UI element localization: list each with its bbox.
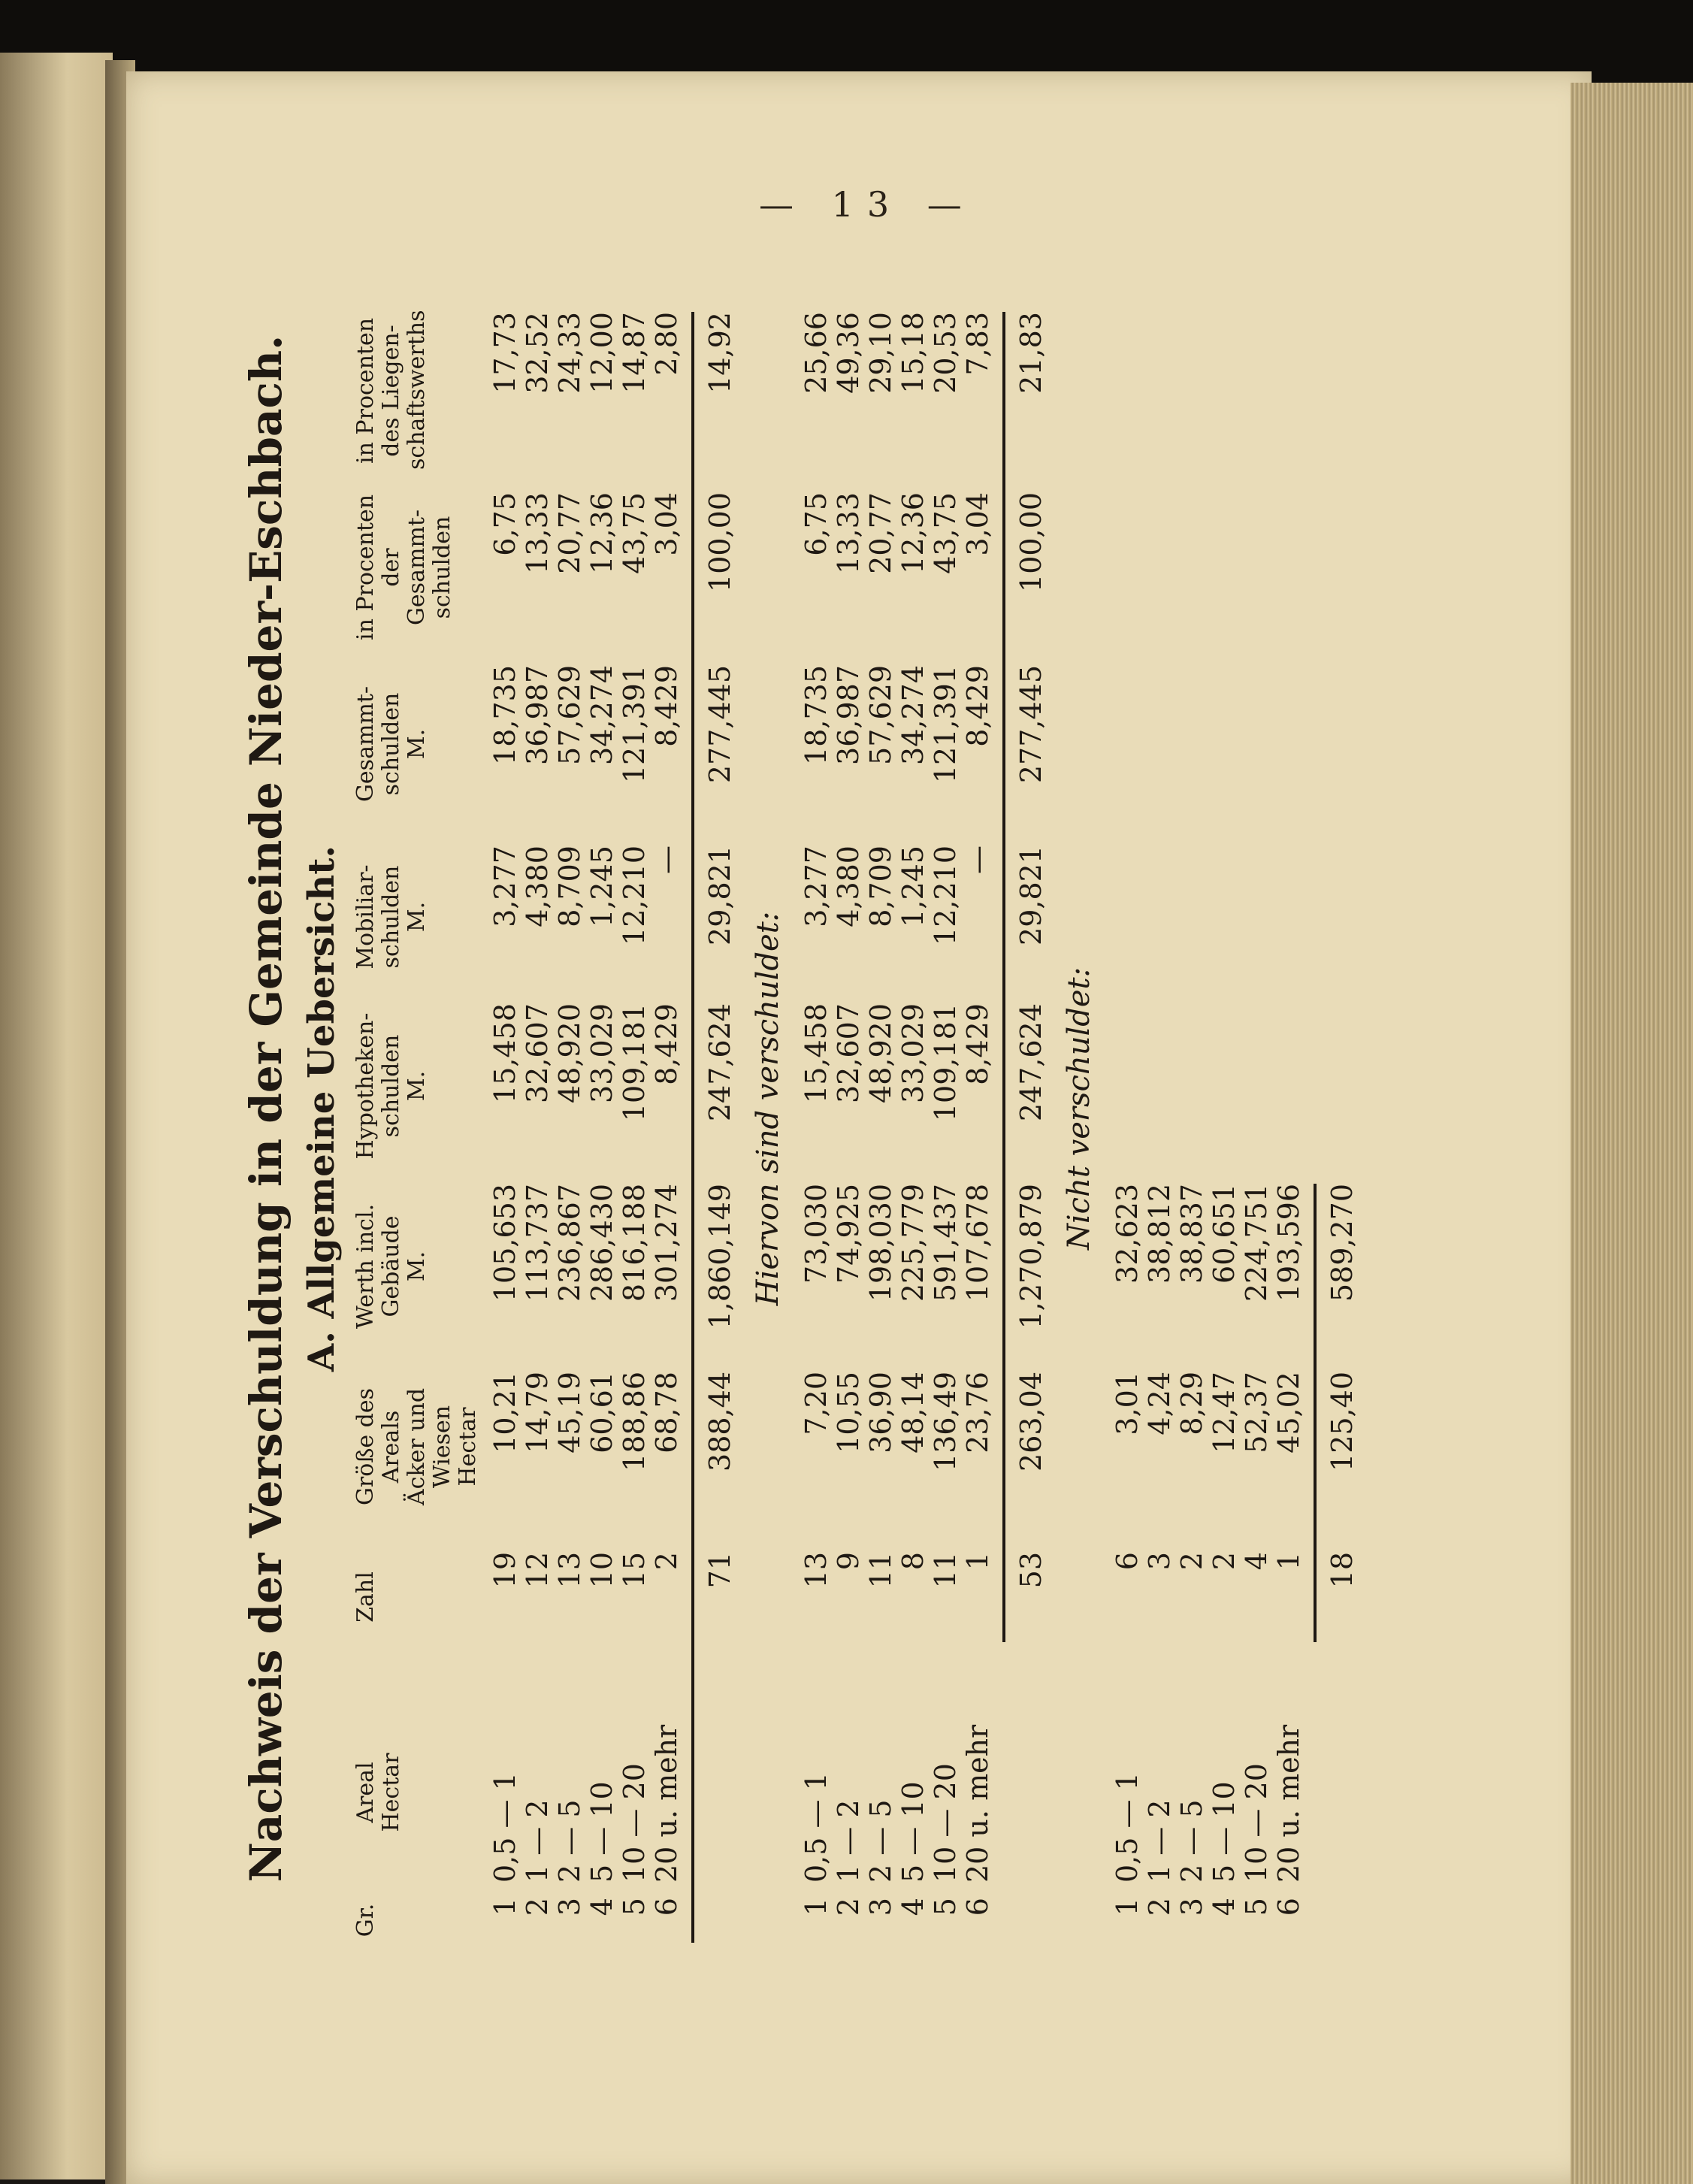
table-row-proz-ges: 3,04 [650,492,683,556]
table-row-gesamt: 36,987 [521,665,554,765]
table-row-groesse: 52,37 [1240,1372,1273,1453]
table-row-groesse: 36,90 [864,1372,897,1453]
table-row-werth: 198,030 [864,1184,897,1302]
total-row-werth: 589,270 [1326,1184,1359,1302]
table-row-gesamt: 57,629 [553,665,586,765]
table-row-zahl: 2 [650,1552,683,1571]
total-row-mobil: 29,821 [703,845,736,945]
table-row-groesse: 10,55 [832,1372,865,1453]
table-row-groesse: 10,21 [488,1372,522,1453]
table-row-mobil: 3,277 [800,845,833,927]
table-row-groesse: 4,24 [1143,1372,1176,1435]
table-row-groesse: 60,61 [585,1372,618,1453]
table-row-gr: 1 [1111,1898,1144,1916]
table-row-hypo: 33,029 [896,1003,930,1103]
total-row-proz-lieg: 14,92 [703,312,736,394]
table-row-proz-lieg: 14,87 [618,312,651,394]
table-row-groesse: 188,86 [618,1372,651,1472]
left-page-edge [0,53,113,2179]
table-row-mobil: 4,380 [832,845,865,927]
table-row-gesamt: 57,629 [864,665,897,765]
table-row-proz-lieg: 32,52 [521,312,554,394]
table-row-proz-ges: 20,77 [553,492,586,574]
table-row-areal: 0,5 — 1 [1111,1772,1144,1883]
table-row-gr: 5 [1240,1898,1273,1916]
table-row-proz-lieg: 12,00 [585,312,618,394]
table-row-groesse: 8,29 [1175,1372,1208,1435]
table-row-zahl: 11 [864,1552,897,1589]
table-row-hypo: 109,181 [618,1003,651,1122]
table-row-mobil: 3,277 [488,845,522,927]
table-row-proz-lieg: 20,53 [929,312,962,394]
table-row-werth: 591,437 [929,1184,962,1302]
table-row-mobil: 8,709 [864,845,897,927]
table-row-hypo: 15,458 [800,1003,833,1103]
table-row-hypo: 8,429 [650,1003,683,1085]
table-row-zahl: 19 [488,1552,522,1589]
table-row-gr: 5 [929,1898,962,1916]
table-row-gr: 4 [896,1898,930,1916]
table-row-proz-lieg: 25,66 [800,312,833,394]
column-header-zahl: Zahl [352,1571,379,1623]
total-row-groesse: 125,40 [1326,1372,1359,1472]
total-row-gesamt: 277,445 [1014,665,1048,784]
table-row-groesse: 48,14 [896,1372,930,1453]
table-row-hypo: 15,458 [488,1003,522,1103]
table-rule [1002,312,1005,1642]
table-row-proz-lieg: 17,73 [488,312,522,394]
table-row-areal: 0,5 — 1 [488,1772,522,1883]
total-row-proz-ges: 100,00 [703,492,736,592]
table-row-werth: 113,737 [521,1184,554,1302]
table-row-zahl: 11 [929,1552,962,1589]
table-row-werth: 301,274 [650,1184,683,1302]
table-row-gr: 6 [650,1898,683,1916]
table-row-zahl: 2 [1175,1552,1208,1571]
table-row-zahl: 1 [1272,1552,1305,1571]
table-row-werth: 74,925 [832,1184,865,1284]
table-row-hypo: 48,920 [864,1003,897,1103]
section-heading: Hiervon sind verschuldet: [751,911,785,1306]
column-header-hypo: Hypotheken- schulden M. [352,1012,430,1160]
total-row-groesse: 388,44 [703,1372,736,1472]
total-row-mobil: 29,821 [1014,845,1048,945]
page-title: Nachweis der Verschuldung in der Gemeinde Nieder-Eschbach. [240,334,292,1883]
table-row-areal: 2 — 5 [1175,1799,1208,1883]
table-row-gr: 2 [1143,1898,1176,1916]
table-row-gr: 3 [553,1898,586,1916]
table-row-zahl: 9 [832,1552,865,1571]
table-row-werth: 105,653 [488,1184,522,1302]
table-row-gesamt: 8,429 [650,665,683,747]
table-row-groesse: 7,20 [800,1372,833,1435]
page-number: — 13 — [759,184,975,225]
table-row-gesamt: 8,429 [961,665,994,747]
table-row-gr: 6 [1272,1898,1305,1916]
total-row-zahl: 53 [1014,1552,1048,1589]
table-row-areal: 20 u. mehr [1272,1724,1305,1883]
section-heading: Nicht verschuldet: [1062,966,1096,1251]
table-row-zahl: 15 [618,1552,651,1589]
table-row-zahl: 4 [1240,1552,1273,1571]
total-row-hypo: 247,624 [1014,1003,1048,1122]
table-row-mobil: 12,210 [618,845,651,945]
table-row-mobil: 8,709 [553,845,586,927]
table-row-proz-ges: 13,33 [521,492,554,574]
column-header-gesamt: Gesammt- schulden M. [352,685,430,803]
table-row-groesse: 14,79 [521,1372,554,1453]
table-row-werth: 107,678 [961,1184,994,1302]
table-row-areal: 10 — 20 [929,1763,962,1883]
table-row-zahl: 12 [521,1552,554,1589]
table-row-gesamt: 18,735 [800,665,833,765]
table-row-mobil: — [961,845,994,874]
column-header-proz-lieg: in Procenten des Liegen- schaftswerths [352,310,430,470]
table-row-gr: 2 [832,1898,865,1916]
table-row-proz-lieg: 7,83 [961,312,994,376]
table-row-proz-ges: 6,75 [488,492,522,556]
column-header-proz-ges: in Procenten der Gesammt- schulden [352,494,455,641]
table-row-areal: 5 — 10 [585,1781,618,1883]
table-rule [691,312,694,1943]
total-row-hypo: 247,624 [703,1003,736,1122]
table-row-zahl: 13 [800,1552,833,1589]
table-row-proz-lieg: 15,18 [896,312,930,394]
table-row-gr: 1 [488,1898,522,1916]
table-row-zahl: 13 [553,1552,586,1589]
table-row-mobil: 1,245 [585,845,618,927]
table-row-gesamt: 121,391 [929,665,962,784]
total-row-werth: 1,860,149 [703,1184,736,1329]
table-row-gr: 6 [961,1898,994,1916]
table-row-areal: 5 — 10 [1208,1781,1241,1883]
table-row-proz-ges: 43,75 [929,492,962,574]
table-row-werth: 32,623 [1111,1184,1144,1284]
total-row-groesse: 263,04 [1014,1372,1048,1472]
table-row-areal: 2 — 5 [864,1799,897,1883]
table-row-gr: 5 [618,1898,651,1916]
table-row-zahl: 3 [1143,1552,1176,1571]
table-row-zahl: 8 [896,1552,930,1571]
table-row-hypo: 109,181 [929,1003,962,1122]
table-row-areal: 20 u. mehr [961,1724,994,1883]
table-row-mobil: — [650,845,683,874]
table-row-areal: 5 — 10 [896,1781,930,1883]
table-row-groesse: 45,02 [1272,1372,1305,1453]
table-row-proz-ges: 6,75 [800,492,833,556]
table-row-mobil: 12,210 [929,845,962,945]
table-row-proz-lieg: 2,80 [650,312,683,376]
total-row-gesamt: 277,445 [703,665,736,784]
table-row-gr: 3 [1175,1898,1208,1916]
table-row-werth: 225,779 [896,1184,930,1302]
column-header-groesse: Größe des Areals Äcker und Wiesen Hectar [352,1387,481,1506]
table-row-gesamt: 18,735 [488,665,522,765]
table-row-proz-lieg: 49,36 [832,312,865,394]
table-row-areal: 10 — 20 [1240,1763,1273,1883]
column-header-areal: Areal Hectar [352,1753,404,1832]
table-row-werth: 38,812 [1143,1184,1176,1284]
rotated-table-area [240,274,1443,1943]
table-row-gr: 3 [864,1898,897,1916]
table-row-mobil: 1,245 [896,845,930,927]
table-row-areal: 1 — 2 [1143,1799,1176,1883]
table-row-areal: 10 — 20 [618,1763,651,1883]
table-row-zahl: 10 [585,1552,618,1589]
table-row-hypo: 33,029 [585,1003,618,1103]
total-row-werth: 1,270,879 [1014,1184,1048,1329]
table-row-gesamt: 34,274 [896,665,930,765]
table-row-werth: 73,030 [800,1184,833,1284]
table-row-groesse: 136,49 [929,1372,962,1472]
table-row-zahl: 2 [1208,1552,1241,1571]
table-row-proz-ges: 13,33 [832,492,865,574]
table-row-areal: 0,5 — 1 [800,1772,833,1883]
table-row-areal: 1 — 2 [521,1799,554,1883]
table-row-proz-lieg: 24,33 [553,312,586,394]
table-row-hypo: 48,920 [553,1003,586,1103]
column-header-gr: Gr. [352,1903,379,1937]
table-row-groesse: 23,76 [961,1372,994,1453]
table-row-werth: 286,430 [585,1184,618,1302]
table-rule [1314,1184,1317,1642]
table-row-proz-ges: 12,36 [585,492,618,574]
table-row-areal: 1 — 2 [832,1799,865,1883]
table-row-zahl: 6 [1111,1552,1144,1571]
table-row-proz-ges: 43,75 [618,492,651,574]
table-row-groesse: 3,01 [1111,1372,1144,1435]
table-row-gr: 4 [1208,1898,1241,1916]
table-row-werth: 236,867 [553,1184,586,1302]
table-row-gr: 2 [521,1898,554,1916]
table-row-zahl: 1 [961,1552,994,1571]
page-stack-edge [1571,83,1693,2184]
table-row-gr: 4 [585,1898,618,1916]
table-row-hypo: 32,607 [521,1003,554,1103]
total-row-zahl: 18 [1326,1552,1359,1589]
table-row-werth: 193,596 [1272,1184,1305,1302]
table-row-mobil: 4,380 [521,845,554,927]
table-row-areal: 2 — 5 [553,1799,586,1883]
table-row-proz-ges: 3,04 [961,492,994,556]
table-row-areal: 20 u. mehr [650,1724,683,1883]
table-row-groesse: 68,78 [650,1372,683,1453]
table-row-gesamt: 34,274 [585,665,618,765]
table-row-gesamt: 121,391 [618,665,651,784]
table-row-proz-ges: 12,36 [896,492,930,574]
table-row-werth: 816,188 [618,1184,651,1302]
table-row-werth: 224,751 [1240,1184,1273,1302]
table-row-gr: 1 [800,1898,833,1916]
column-header-mobil: Mobiliar- schulden M. [352,864,430,969]
total-row-zahl: 71 [703,1552,736,1589]
table-row-werth: 60,651 [1208,1184,1241,1284]
table-row-proz-ges: 20,77 [864,492,897,574]
table-row-hypo: 8,429 [961,1003,994,1085]
table-row-groesse: 12,47 [1208,1372,1241,1453]
table-row-proz-lieg: 29,10 [864,312,897,394]
section-subtitle: A. Allgemeine Uebersicht. [301,845,343,1372]
column-header-werth: Werth incl. Gebäude M. [352,1203,430,1329]
table-row-groesse: 45,19 [553,1372,586,1453]
table-row-hypo: 32,607 [832,1003,865,1103]
table-row-gesamt: 36,987 [832,665,865,765]
total-row-proz-ges: 100,00 [1014,492,1048,592]
total-row-proz-lieg: 21,83 [1014,312,1048,394]
table-row-werth: 38,837 [1175,1184,1208,1284]
